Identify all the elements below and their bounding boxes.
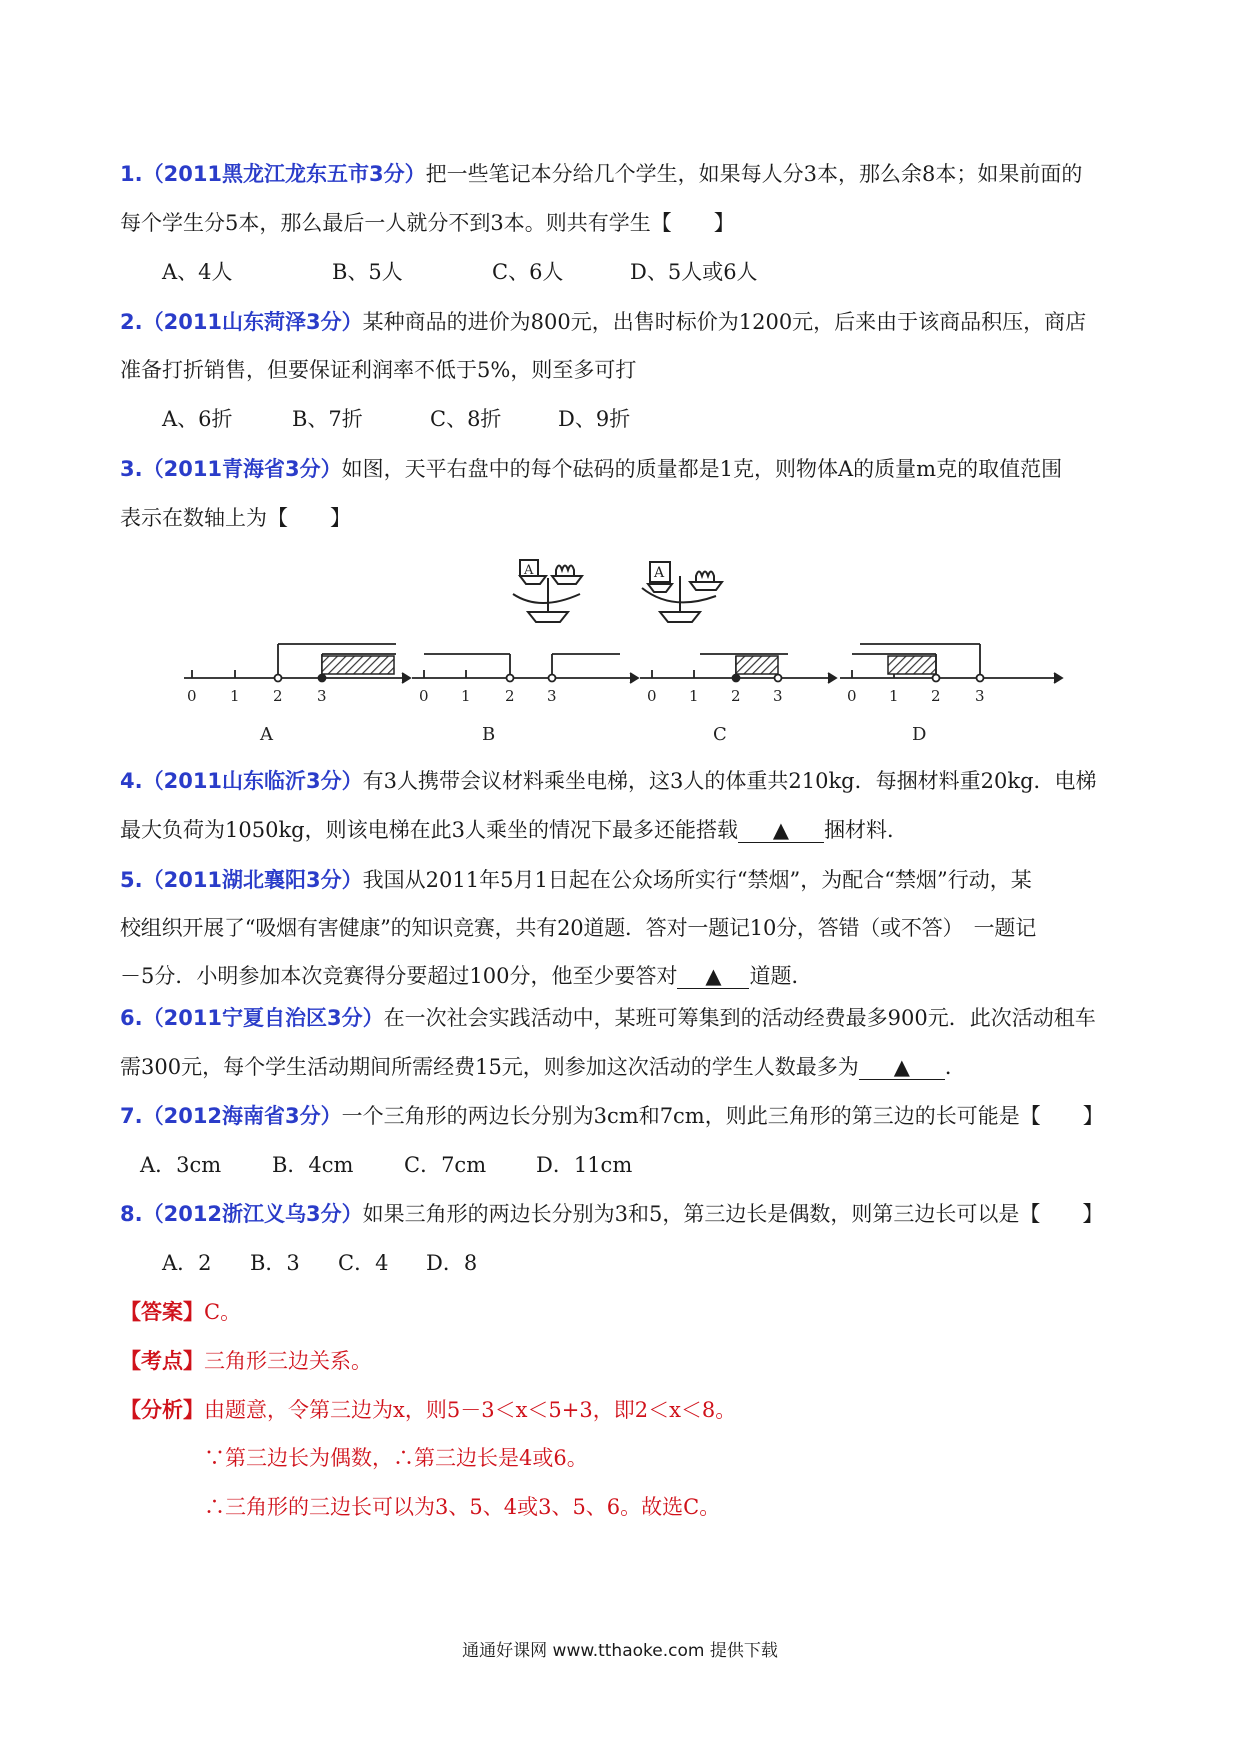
analysis-line-3: ∴三角形的三边长可以为3、5、4或3、5、6。故选C。 [204,1495,721,1519]
question-text: 在一次社会实践活动中，某班可筹集到的活动经费最多900元．此次活动租车 [383,1006,1096,1030]
question-source: （2011山东菏泽3分） [142,310,363,334]
tick-label: 2 [931,687,941,705]
question-4-line-1 [120,767,1130,795]
option-a: A、6折 [162,407,233,431]
option-b: B．4cm [272,1153,354,1177]
question-number: 3. [120,457,143,481]
option-a: A、4人 [162,260,233,284]
analysis-line-1 [120,1396,1130,1424]
question-source: （2012海南省3分） [142,1104,342,1128]
question-text: 把一些笔记本分给几个学生，如果每人分3本，那么余8本；如果前面的 [425,162,1083,186]
question-text: 有3人携带会议材料乘坐电梯，这3人的体重共210kg．每捆材料重20kg．电梯 [362,769,1097,793]
point-tag: 【考点】 [120,1349,204,1373]
analysis-tag: 【分析】 [120,1398,204,1422]
option-b: B．3 [250,1251,300,1275]
tick-label: 1 [689,687,699,705]
question-text: 道题． [749,964,813,988]
tick-label: 3 [773,687,783,705]
balance-2-box-label: A [654,565,665,581]
option-d: D、5人或6人 [630,260,758,284]
option-c: C．7cm [404,1153,487,1177]
question-8-line-1 [120,1200,1130,1228]
point-text: 三角形三边关系。 [204,1349,372,1373]
answer-text: C。 [204,1300,242,1324]
question-text: 如图，天平右盘中的每个砝码的质量都是1克，则物体A的质量m克的取值范围 [341,457,1063,481]
question-6-line-1 [120,1004,1130,1032]
question-text: 我国从2011年5月1日起在公众场所实行“禁烟”，为配合“禁烟”行动，某 [362,868,1032,892]
question-source: （2011宁夏自治区3分） [142,1006,384,1030]
question-5-line-3 [120,962,1130,990]
tick-label: 0 [187,687,197,705]
option-a: A．3cm [140,1153,222,1177]
question-number: 5. [120,868,143,892]
question-1-line-2: 每个学生分5本，那么最后一人就分不到3本。则共有学生【 】 [120,211,735,235]
question-text: ． [944,1055,966,1079]
question-2-line-2: 准备打折销售，但要保证利润率不低于5%，则至多可打 [120,358,637,382]
question-number: 4. [120,769,143,793]
figure-option-label-a: A [260,724,273,745]
question-source: （2011黑龙江龙东五市3分） [142,162,426,186]
question-number: 7. [120,1104,143,1128]
point-line [120,1347,1130,1375]
answer-blank: ▲ [738,818,824,843]
question-text: 如果三角形的两边长分别为3和5，第三边长是偶数，则第三边长可以是【 】 [362,1202,1104,1226]
question-number: 6. [120,1006,143,1030]
tick-label: 2 [731,687,741,705]
question-text: 需300元，每个学生活动期间所需经费15元，则参加这次活动的学生人数最多为 [120,1055,859,1079]
answer-blank: ▲ [859,1055,945,1080]
balance-figure [0,0,1240,760]
tick-label: 2 [273,687,283,705]
answer-tag: 【答案】 [120,1300,204,1324]
question-text: 捆材料． [823,818,908,842]
question-7-line-1 [120,1102,1130,1130]
question-5-line-2: 校组织开展了“吸烟有害健康”的知识竞赛，共有20道题．答对一题记10分，答错（或不答） 一题记 [120,916,1037,940]
question-text: －5分．小明参加本次竞赛得分要超过100分，他至少要答对 [120,964,678,988]
analysis-line-2: ∵第三边长为偶数，∴第三边长是4或6。 [204,1446,588,1470]
question-text: 某种商品的进价为800元，出售时标价为1200元，后来由于该商品积压，商店 [362,310,1087,334]
tick-label: 0 [647,687,657,705]
question-number: 2. [120,310,143,334]
question-5-line-1 [120,866,1130,894]
option-d: D．11cm [536,1153,633,1177]
tick-label: 2 [505,687,515,705]
tick-label: 1 [889,687,899,705]
question-3-line-2: 表示在数轴上为【 】 [120,506,351,530]
question-source: （2011山东临沂3分） [142,769,363,793]
question-number: 1. [120,162,143,186]
tick-label: 3 [547,687,557,705]
figure-option-label-c: C [713,724,727,745]
question-source: （2011湖北襄阳3分） [142,868,363,892]
analysis-text: 由题意，令第三边为x，则5－3＜x＜5+3，即2＜x＜8。 [204,1398,737,1422]
question-number: 8. [120,1202,143,1226]
tick-label: 3 [317,687,327,705]
figure-option-label-b: B [482,724,496,745]
number-line-b [412,654,638,683]
tick-label: 1 [461,687,471,705]
question-4-line-2 [120,816,1130,844]
tick-label: 3 [975,687,985,705]
question-text: 一个三角形的两边长分别为3cm和7cm，则此三角形的第三边的长可能是【 】 [341,1104,1104,1128]
question-source: （2011青海省3分） [142,457,342,481]
answer-blank: ▲ [677,964,749,989]
tick-label: 1 [230,687,240,705]
page-footer: 通通好课网 www.tthaoke.com 提供下载 [462,1641,778,1661]
option-d: D、9折 [558,407,631,431]
question-text: 最大负荷为1050kg，则该电梯在此3人乘坐的情况下最多还能搭载 [120,818,738,842]
number-line-c [640,654,836,683]
balance-1-box-label: A [524,563,534,578]
figure-option-label-d: D [912,724,927,745]
option-c: C、8折 [430,407,502,431]
question-6-line-2 [120,1053,1130,1081]
option-c: C．4 [338,1251,389,1275]
number-line-a [184,644,410,683]
answer-line [120,1298,1130,1326]
option-c: C、6人 [492,260,564,284]
number-line-d [840,644,1062,683]
option-a: A．2 [162,1251,212,1275]
tick-label: 0 [419,687,429,705]
tick-label: 0 [847,687,857,705]
option-d: D．8 [426,1251,478,1275]
question-source: （2012浙江义乌3分） [142,1202,363,1226]
option-b: B、5人 [332,260,403,284]
option-b: B、7折 [292,407,363,431]
